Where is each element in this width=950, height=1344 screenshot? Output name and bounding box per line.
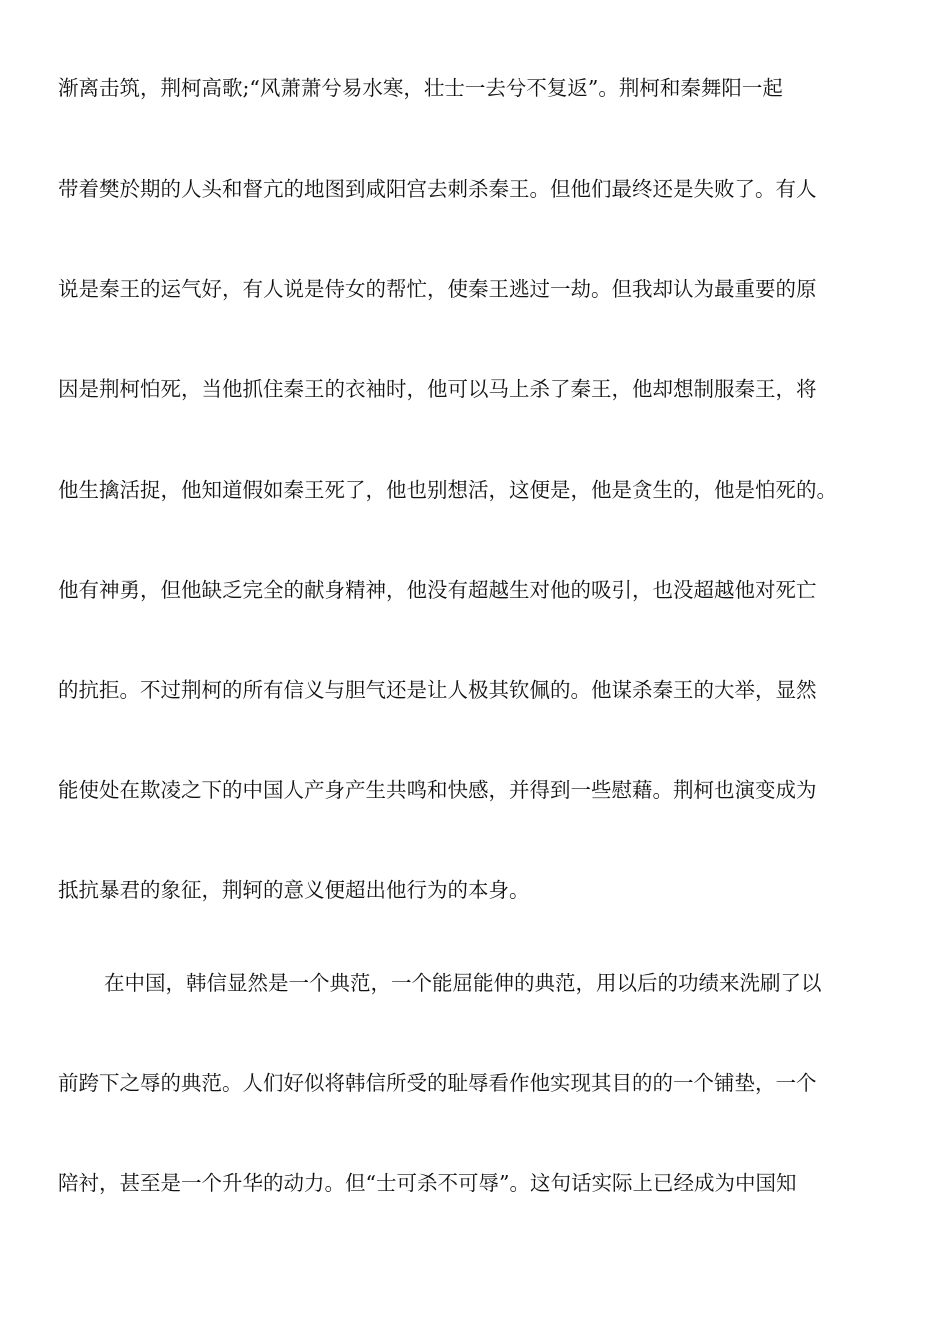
text-line: 陪衬，甚至是一个升华的动力。但“士可杀不可辱”。这句话实际上已经成为中国知 — [58, 1171, 797, 1195]
text-line: 能使处在欺凌之下的中国人产身产生共鸣和快感，并得到一些慰藉。荆柯也演变成为 — [58, 778, 817, 802]
text-line: 前跨下之辱的典范。人们好似将韩信所受的耻辱看作他实现其目的的一个铺垫，一个 — [58, 1071, 817, 1095]
paragraph-first-line: 在中国，韩信显然是一个典范，一个能屈能伸的典范，用以后的功绩来洗刷了以 — [104, 971, 822, 995]
text-line: 他有神勇，但他缺乏完全的献身精神，他没有超越生对他的吸引，也没超越他对死亡 — [58, 578, 817, 602]
text-line: 带着樊於期的人头和督亢的地图到咸阳宫去刺杀秦王。但他们最终还是失败了。有人 — [58, 177, 817, 201]
text-line: 的抗拒。不过荆柯的所有信义与胆气还是让人极其钦佩的。他谋杀秦王的大举，显然 — [58, 678, 817, 702]
text-line: 说是秦王的运气好，有人说是侍女的帮忙，使秦王逃过一劫。但我却认为最重要的原 — [58, 277, 817, 301]
text-line: 因是荆柯怕死，当他抓住秦王的衣袖时，他可以马上杀了秦王，他却想制服秦王，将 — [58, 377, 817, 401]
text-line: 他生擒活捉，他知道假如秦王死了，他也别想活，这便是，他是贪生的，他是怕死的。 — [58, 478, 837, 502]
text-line: 渐离击筑，荆柯高歌;“风萧萧兮易水寒，壮士一去兮不复返”。荆柯和秦舞阳一起 — [58, 76, 783, 100]
text-line: 抵抗暴君的象征，荆轲的意义便超出他行为的本身。 — [58, 878, 530, 902]
